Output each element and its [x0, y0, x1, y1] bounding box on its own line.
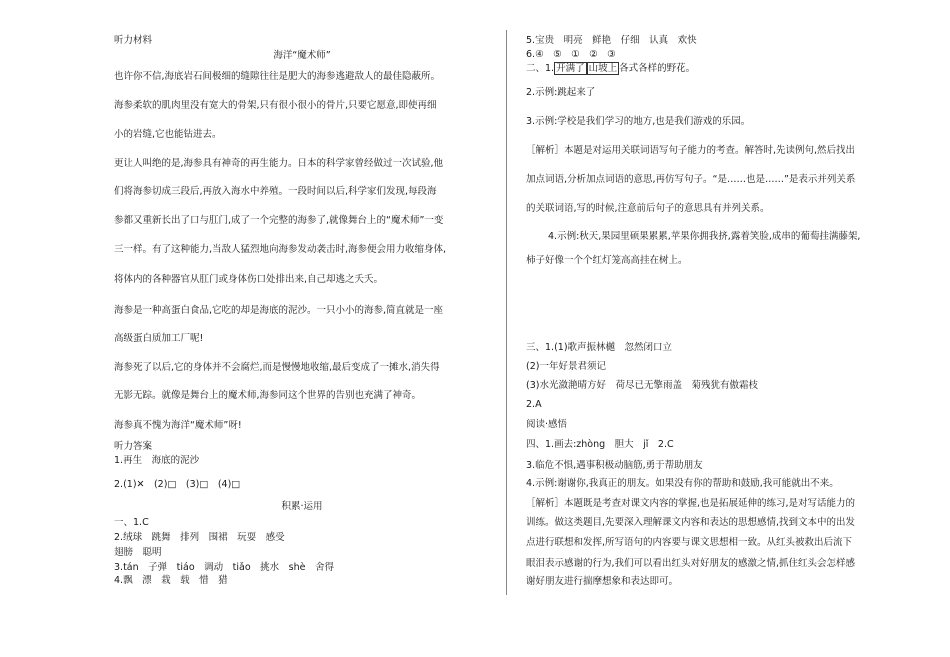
boxed-phrase: 山坡上 — [588, 63, 618, 74]
answer-line: 2.(1)✕ (2)□ (3)□ (4)□ — [114, 479, 241, 490]
paragraph-line: 更让人叫绝的是,海参具有神奇的再生能力。日本的科学家曾经做过一次试验,他 — [114, 158, 444, 169]
paragraph-line: 参都又重新长出了口与肛门,成了一个完整的海参了,就像舞台上的“魔术师”一变 — [114, 215, 444, 226]
answer-line: 4.示例:谢谢你,我真正的朋友。如果没有你的帮助和鼓励,我可能就出不来。 — [526, 478, 839, 489]
answer-line: 2.A — [526, 399, 542, 410]
paragraph-line: 海参是一种高蛋白食品,它吃的却是海底的泥沙。一只小小的海参,简直就是一座 — [114, 305, 444, 316]
answer-line: 四、1.画去:zhòng 胆大 jǐ 2.C — [526, 439, 674, 450]
answer-line: 3.示例:学校是我们学习的地方,也是我们游戏的乐园。 — [526, 116, 751, 127]
answers-label: 听力答案 — [114, 441, 153, 452]
paragraph-line: 高级蛋白质加工厂呢! — [114, 333, 204, 344]
paragraph-line: 海参真不愧为海洋“魔术师”呀! — [114, 420, 242, 431]
paragraph-line: 将体内的各种器官从肛门或身体伤口处排出来,自己却逃之夭夭。 — [114, 274, 384, 285]
answer-line: (3)水光潋滟晴方好 荷尽已无擎雨盖 菊残犹有傲霜枝 — [526, 380, 758, 391]
analysis-line: 谢好朋友进行揣摩想象和表达即可。 — [526, 576, 679, 587]
section-title: 积累·运用 — [281, 501, 323, 512]
paragraph-line: 海参柔软的肌肉里没有宽大的骨架,只有很小很小的骨片,只要它愿意,即使再细 — [114, 100, 437, 111]
answer-line: 4.示例:秋天,果园里硕果累累,苹果你拥我挤,露着笑脸,成串的葡萄挂满藤架, — [548, 231, 861, 242]
answer-prefix: 二、1. — [526, 63, 555, 74]
section-heading: 阅读·感悟 — [526, 419, 568, 430]
analysis-line: 眼泪表示感谢的行为,我们可以看出红头对好朋友的感激之情,抓住红头会怎样感 — [526, 558, 856, 569]
boxed-phrase: 开满了 — [556, 63, 585, 74]
paragraph-line: 们将海参切成三段后,再放入海水中养殖。一段时间以后,科学家们发现,每段海 — [114, 186, 437, 197]
analysis-line: 点进行联想和发挥,所写语句的内容要与课文思想相一致。从红头被救出后流下 — [526, 537, 853, 548]
analysis-line: ［解析］本题是对运用关联词语写句子能力的考查。解答时,先读例句,然后找出 — [526, 145, 856, 156]
answer-line: 3.tán 子弹 tiáo 调动 tiǎo 挑水 shè 舍得 — [114, 562, 334, 573]
paragraph-line: 海参死了以后,它的身体并不会腐烂,而是慢慢地收缩,最后变成了一摊水,消失得 — [114, 362, 440, 373]
answer-line: 6.④ ⑤ ① ② ③ — [526, 49, 616, 60]
answer-line: 1.再生 海底的泥沙 — [114, 455, 200, 466]
answer-line: 柿子好像一个个红灯笼高高挂在树上。 — [526, 255, 688, 266]
analysis-line: 训练。做这类题目,先要深入理解课文内容和表达的思想感情,找到文本中的出发 — [526, 517, 856, 528]
column-divider — [506, 30, 507, 595]
story-title: 海洋“魔术师” — [273, 50, 331, 61]
answer-line: 2.示例:跳起来了 — [526, 87, 596, 98]
paragraph-line: 三一样。有了这种能力,当敌人猛烈地向海参发动袭击时,海参便会用力收缩身体, — [114, 244, 447, 255]
analysis-line: 的关联词语,写的时候,注意前后句子的意思具有并列关系。 — [526, 203, 770, 214]
analysis-line: 加点词语,分析加点词语的意思,再仿写句子。“是……也是……”是表示并列关系 — [526, 174, 856, 185]
answer-line: 三、1.(1)歌声振林樾 忽然闭口立 — [526, 342, 673, 353]
paragraph-line: 也许你不信,海底岩石间极细的缝隙往往是肥大的海参逃避敌人的最佳隐蔽所。 — [114, 71, 441, 82]
answer-line-boxed — [526, 62, 695, 75]
answer-line: (2)一年好景君须记 — [526, 361, 606, 372]
answer-line: 一、1.C — [114, 517, 149, 528]
section-label: 听力材料 — [114, 35, 153, 46]
paragraph-line: 无影无踪。就像是舞台上的魔术师,海参同这个世界的告别也充满了神奇。 — [114, 390, 422, 401]
answer-line: 3.临危不惧,遇事积极动脑筋,勇于帮助朋友 — [526, 460, 703, 471]
analysis-line: ［解析］本题既是考查对课文内容的掌握,也是拓展延伸的练习,是对写话能力的 — [526, 498, 856, 509]
answer-line: 5.宝贵 明亮 鲜艳 仔细 认真 欢快 — [526, 35, 697, 46]
answer-line: 翅膀 聪明 — [114, 547, 162, 558]
answer-line: 4.飘 漂 栽 载 惜 猎 — [114, 575, 228, 586]
answer-suffix: 各式各样的野花。 — [619, 63, 696, 74]
answer-line: 2.绒球 跳舞 排列 围裙 玩耍 感受 — [114, 532, 285, 543]
paragraph-line: 小的岩缝,它也能钻进去。 — [114, 129, 222, 140]
